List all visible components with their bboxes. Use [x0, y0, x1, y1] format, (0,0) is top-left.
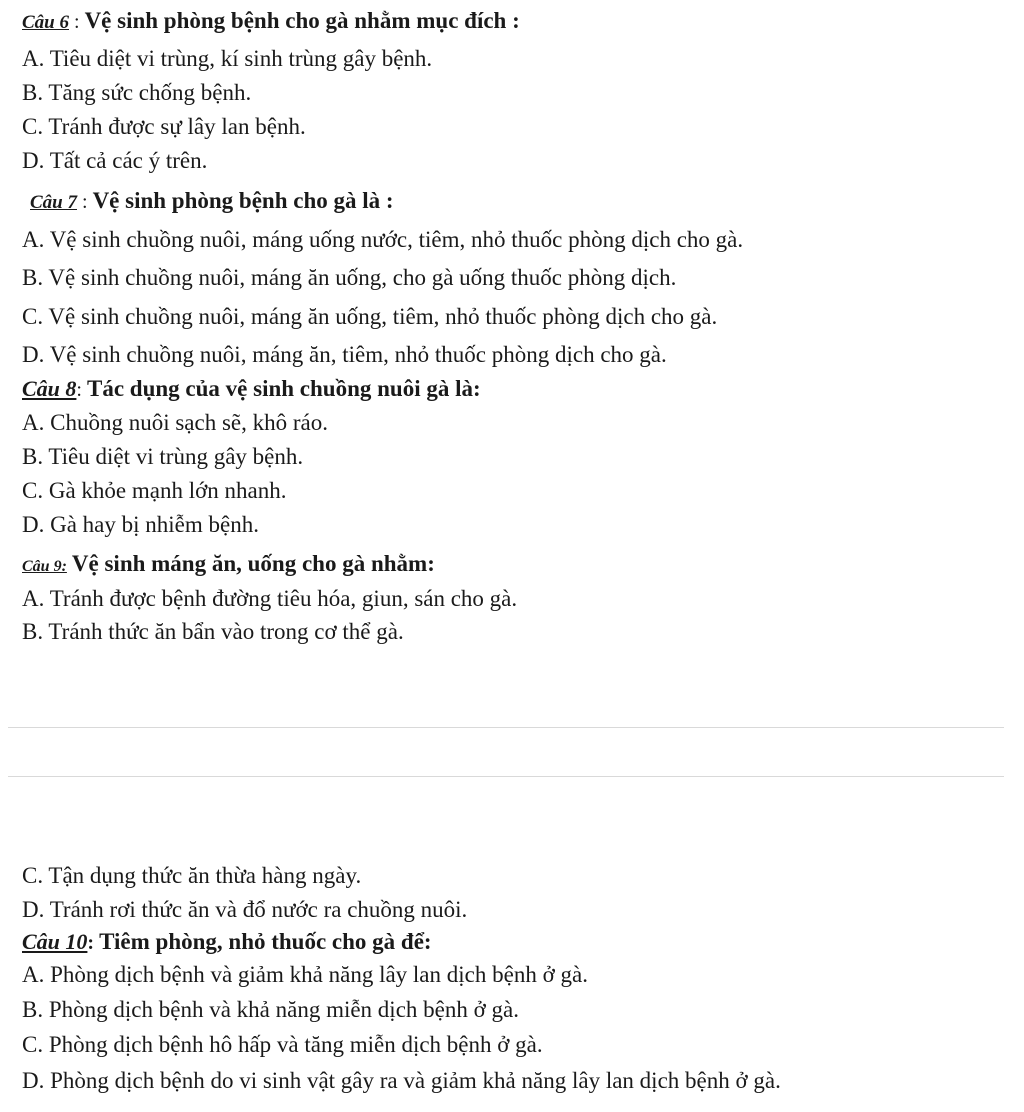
question-8-title [22, 374, 481, 404]
question-6-option-d: D. Tất cả các ý trên. [22, 148, 208, 173]
question-10-label: Câu 10 [22, 929, 88, 954]
question-8-label: Câu 8 [22, 376, 77, 401]
question-7-title [30, 186, 394, 216]
separator-line [8, 776, 1004, 777]
question-6-option-b: B. Tăng sức chống bệnh. [22, 80, 252, 105]
question-9-title [22, 549, 435, 579]
question-6-option-a: A. Tiêu diệt vi trùng, kí sinh trùng gây bệnh. [22, 46, 433, 71]
question-6-option-c: C. Tránh được sự lây lan bệnh. [22, 114, 306, 139]
separator-line [8, 727, 1004, 728]
question-10-text: Tiêm phòng, nhỏ thuốc cho gà để: [99, 929, 432, 954]
question-10-option-d: D. Phòng dịch bệnh do vi sinh vật gây ra và giảm khả năng lây lan dịch bệnh ở gà. [22, 1068, 781, 1093]
question-6-text: Vệ sinh phòng bệnh cho gà nhằm mục đích : [84, 8, 520, 33]
question-8-option-d: D. Gà hay bị nhiễm bệnh. [22, 512, 259, 537]
question-9-label: Câu 9: [22, 558, 67, 575]
question-10-option-c: C. Phòng dịch bệnh hô hấp và tăng miễn dịch bệnh ở gà. [22, 1032, 543, 1057]
question-10-option-a: A. Phòng dịch bệnh và giảm khả năng lây lan dịch bệnh ở gà. [22, 962, 588, 987]
question-8-option-a: A. Chuồng nuôi sạch sẽ, khô ráo. [22, 410, 328, 435]
question-10-sep: : [87, 932, 100, 954]
question-9-option-a: A. Tránh được bệnh đường tiêu hóa, giun, sán cho gà. [22, 586, 518, 611]
question-7-option-b: B. Vệ sinh chuồng nuôi, máng ăn uống, cho gà uống thuốc phòng dịch. [22, 265, 677, 290]
question-7-option-d: D. Vệ sinh chuồng nuôi, máng ăn, tiêm, nhỏ thuốc phòng dịch cho gà. [22, 342, 667, 367]
question-7-option-c: C. Vệ sinh chuồng nuôi, máng ăn uống, tiêm, nhỏ thuốc phòng dịch cho gà. [22, 304, 718, 329]
question-6-title [22, 6, 520, 36]
question-8-sep: : [76, 379, 87, 401]
question-8-text: Tác dụng của vệ sinh chuồng nuôi gà là: [86, 376, 481, 401]
question-9-option-b: B. Tránh thức ăn bẩn vào trong cơ thể gà. [22, 619, 404, 644]
question-10-option-b: B. Phòng dịch bệnh và khả năng miễn dịch bệnh ở gà. [22, 997, 519, 1022]
question-6-label: Câu 6 [22, 12, 69, 33]
question-10-title [22, 927, 432, 957]
question-7-option-a: A. Vệ sinh chuồng nuôi, máng uống nước, tiêm, nhỏ thuốc phòng dịch cho gà. [22, 227, 744, 252]
question-7-label: Câu 7 [30, 192, 77, 213]
question-9-text: Vệ sinh máng ăn, uống cho gà nhằm: [71, 551, 435, 576]
question-6-sep: : [69, 11, 85, 33]
question-9-option-c: C. Tận dụng thức ăn thừa hàng ngày. [22, 863, 362, 888]
question-8-option-b: B. Tiêu diệt vi trùng gây bệnh. [22, 444, 304, 469]
question-7-sep: : [77, 191, 93, 213]
question-7-text: Vệ sinh phòng bệnh cho gà là : [92, 188, 394, 213]
question-8-option-c: C. Gà khỏe mạnh lớn nhanh. [22, 478, 287, 503]
question-9-option-d: D. Tránh rơi thức ăn và đổ nước ra chuồng nuôi. [22, 897, 468, 922]
